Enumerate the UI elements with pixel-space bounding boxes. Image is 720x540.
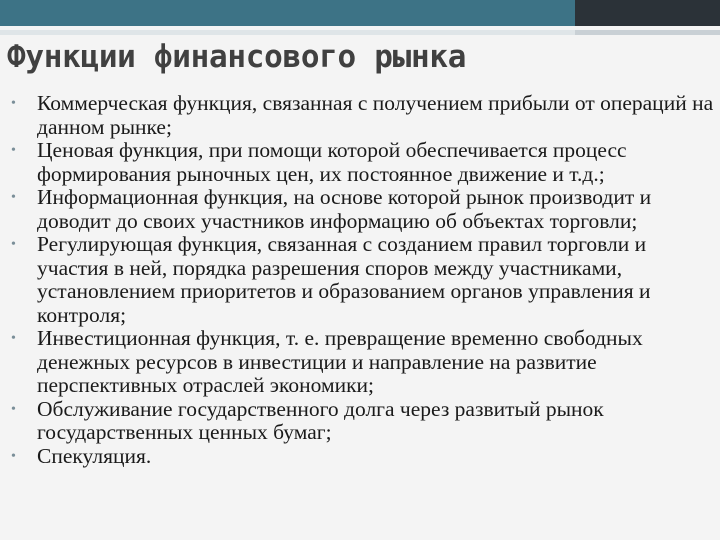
- header-band-dark: [575, 0, 720, 26]
- title-divider: [0, 30, 720, 35]
- bullet-text: Спекуляция.: [37, 443, 152, 468]
- bullet-text: Коммерческая функция, связанная с получением прибыли от операций на данном рынке;: [37, 91, 714, 139]
- bullet-text: Регулирующая функция, связанная с созданием правил торговли и участия в ней, порядка разрешения споров между участниками, установлением приоритетов и образованием органов управления и контроля;: [37, 232, 651, 327]
- bullet-text: Ценовая функция, при помощи которой обеспечивается процесс формирования рыночных цен, их постоянное движение и т.д.;: [37, 138, 627, 186]
- slide-title: Функции финансового рынка: [7, 39, 467, 75]
- bullet-list: [9, 92, 717, 468]
- bullet-item-information: [9, 186, 717, 233]
- bullet-dot-icon: •: [11, 190, 16, 205]
- bullet-text: Информационная функция, на основе которой рынок производит и доводит до своих участников информацию об объектах торговли;: [37, 185, 652, 233]
- bullet-item-speculation: [9, 445, 717, 469]
- bullet-dot-icon: •: [11, 401, 16, 417]
- header-band-accent: [0, 0, 575, 26]
- bullet-dot-icon: •: [11, 143, 16, 158]
- bullet-dot-icon: •: [11, 331, 16, 346]
- bullet-dot-icon: •: [11, 448, 16, 464]
- header-band: [0, 0, 720, 26]
- bullet-item-commercial: [9, 92, 717, 139]
- bullet-text: Инвестиционная функция, т. е. превращение временно свободных денежных ресурсов в инвестиции и направление на развитие перспективных отраслей экономики;: [37, 326, 643, 397]
- bullet-item-pricing: [9, 139, 717, 186]
- bullet-dot-icon: •: [11, 237, 16, 252]
- bullet-item-debt-service: [9, 398, 717, 445]
- bullet-item-investment: [9, 327, 717, 398]
- bullet-text: Обслуживание государственного долга через развитый рынок государственных ценных бумаг;: [37, 396, 604, 444]
- bullet-item-regulating: [9, 233, 717, 327]
- bullet-dot-icon: •: [11, 96, 16, 111]
